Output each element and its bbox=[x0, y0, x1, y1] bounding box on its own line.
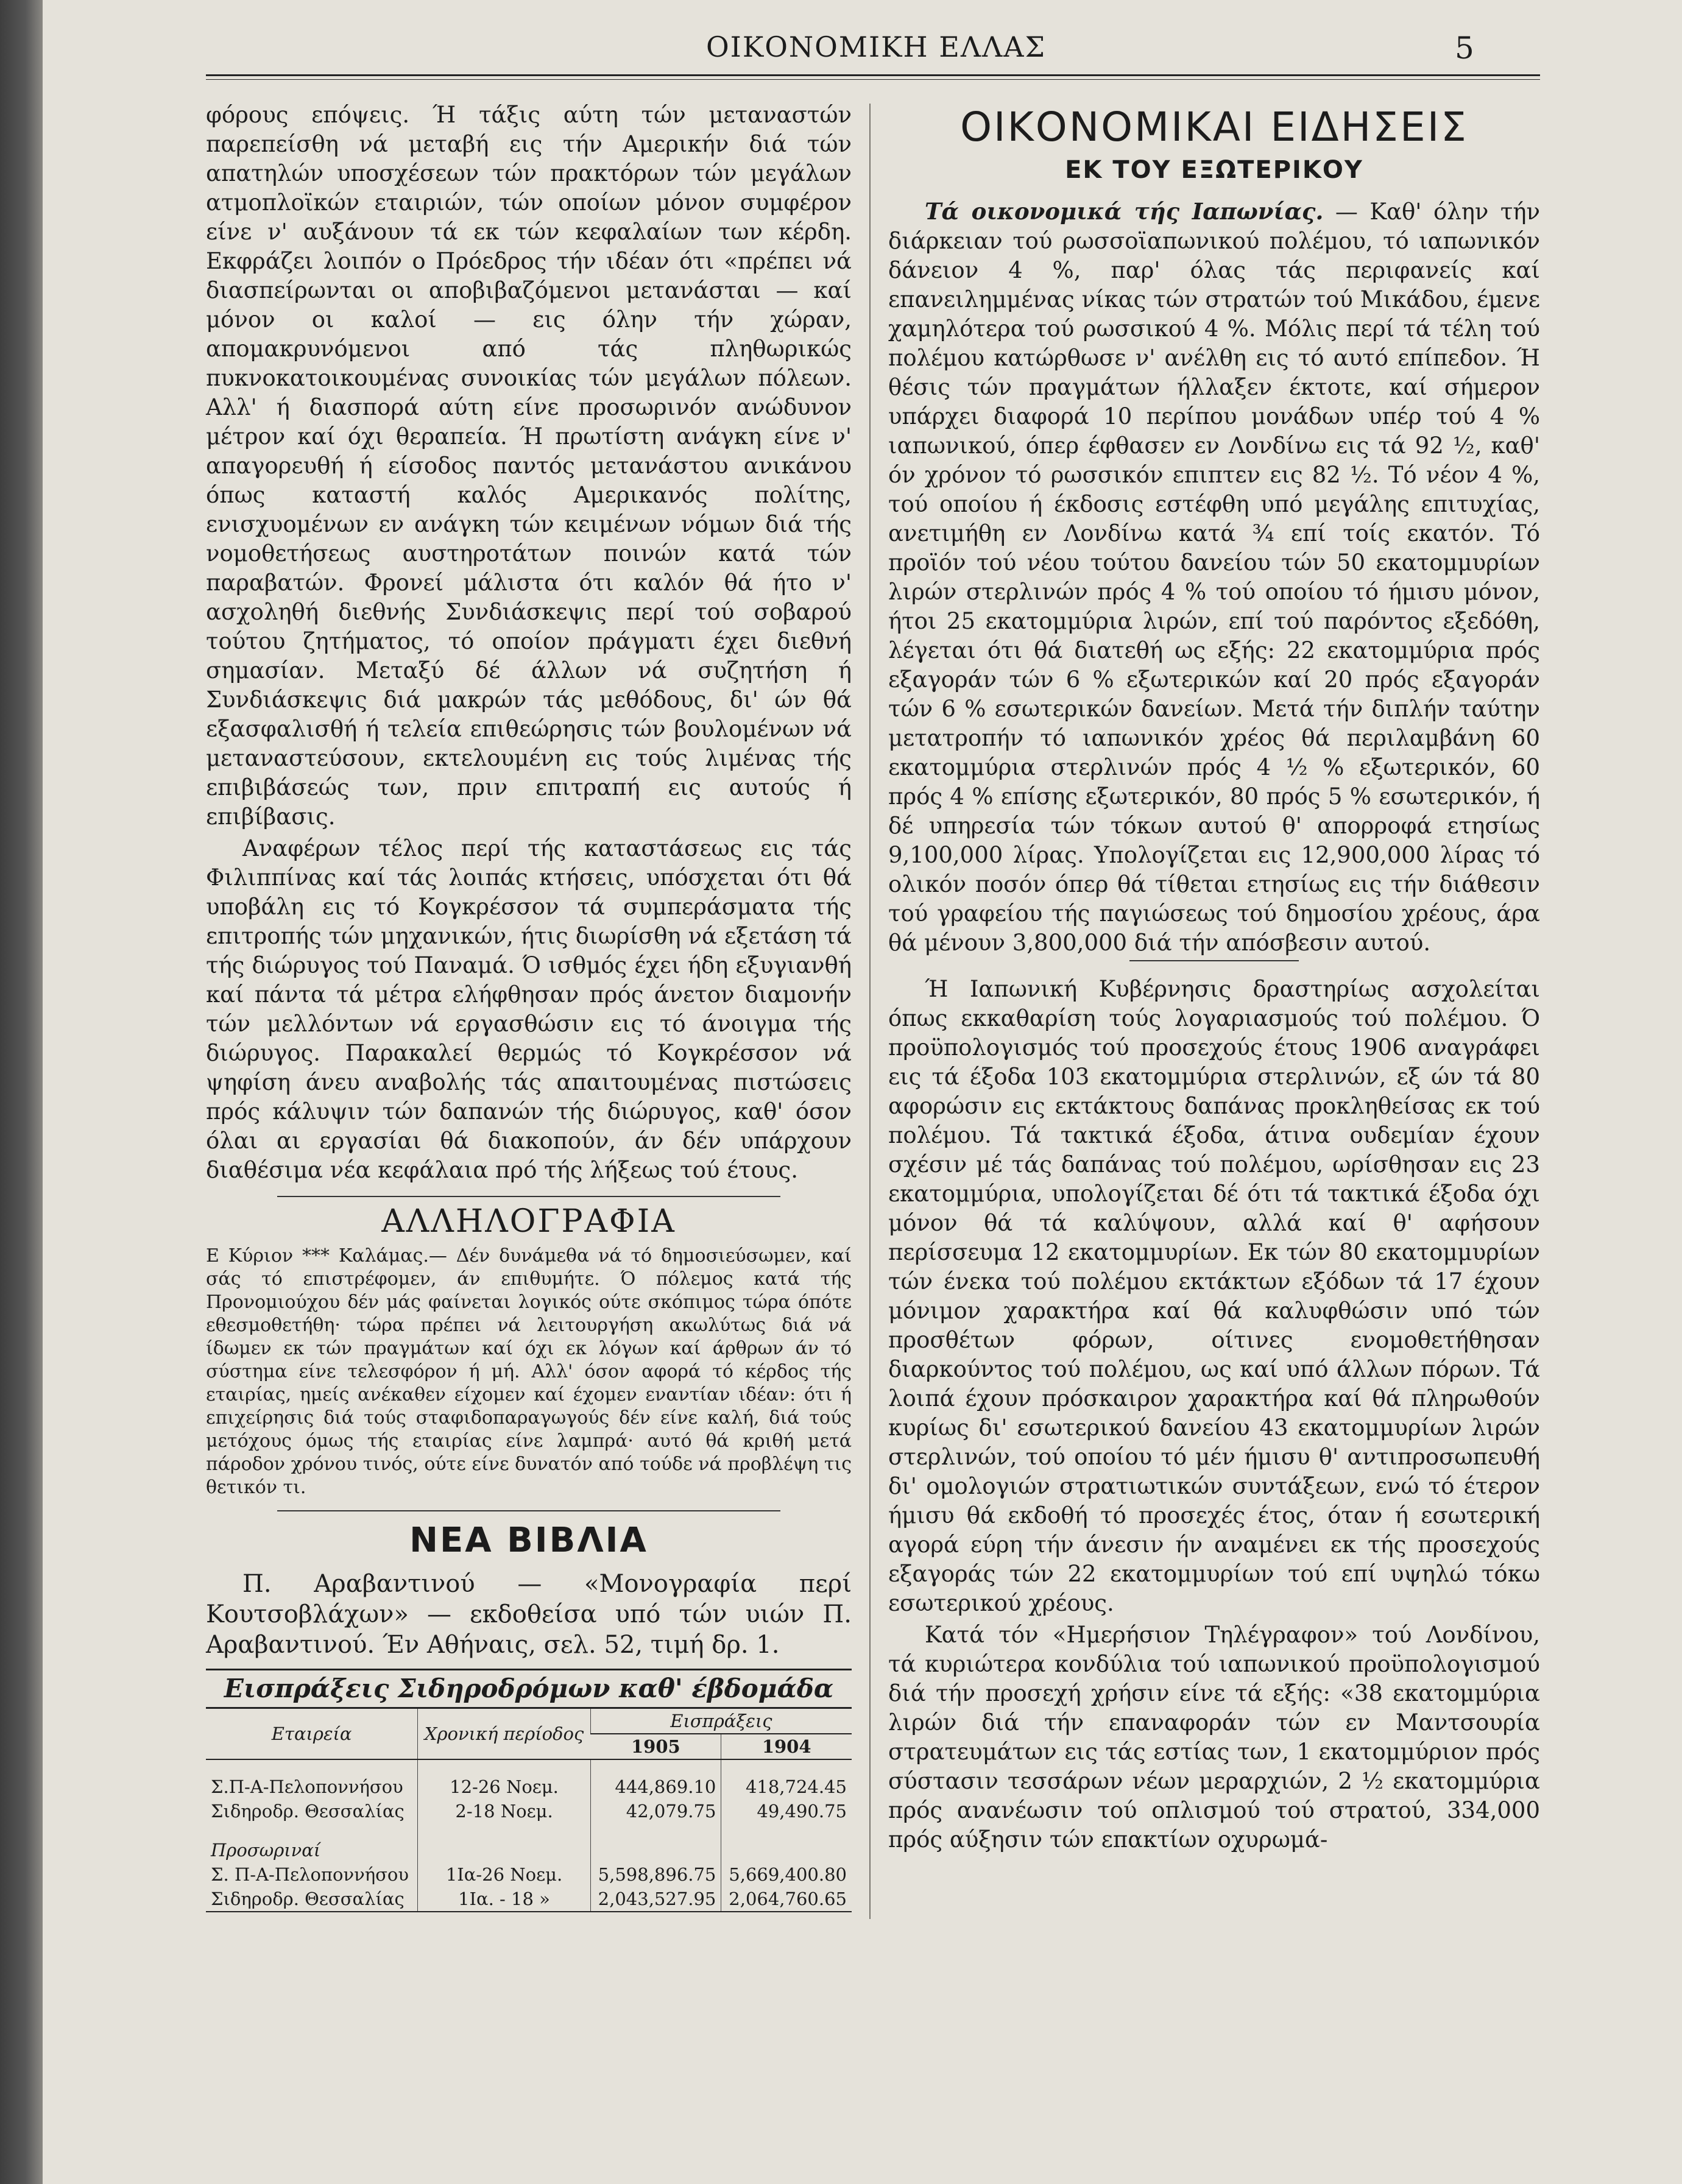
col-header-company: Εταιρεία bbox=[206, 1709, 418, 1759]
table-row bbox=[206, 1887, 852, 1912]
column-divider bbox=[869, 104, 871, 1919]
article-paragraph: Αναφέρων τέλος περί τής καταστάσεως εις τάς Φιλιππίνας καί τάς λοιπάς κτήσεις, υπόσχεται ότι θά υποβάλη εις τό Κογκρέσσον τά συμπεράσματα τής επιτροπής τών μηχανικών, ήτις διωρίσθη νά εξετάση τά τής διώρυγος τού Παναμά. Ό ισθμός έχει ήδη εξυγιανθή καί πάντα τά μέτρα ελήφθησαν πρός άνετον διαμονήν τών μελλόντων νά εργασθώσιν εις τό άνοιγμα τής διώρυγος. Παρακαλεί θερμώς τό Κογκρέσσον νά ψηφίση άνευ αναβολής τάς απαιτουμένας πιστώσεις πρός κάλυψιν τών δαπανών τής διώρυγος, καθ' όσον όλαι αι εργασίαι θά διακοπούν, άν δέν υπάρχουν διαθέσιμα νέα κεφάλαια πρό τής λήξεως τού έτους. bbox=[206, 835, 852, 1183]
col-header-1905: 1905 bbox=[590, 1734, 721, 1759]
article-lead: Τά οικονομικά τής Ιαπωνίας. bbox=[925, 198, 1324, 225]
new-books-text: Π. Αραβαντινού — «Μονογραφία περί Κουτσοβλάχων» — εκδοθείσα υπό τών υιών Π. Αραβαντινού. Έν Αθήναις, σελ. 52, τιμή δρ. 1. bbox=[206, 1570, 852, 1659]
correspondence-title: ΑΛΛΗΛΟΓΡΑΦΙΑ bbox=[381, 1203, 676, 1240]
cell-1904: 49,490.75 bbox=[721, 1799, 852, 1823]
page-binding-shadow bbox=[0, 0, 43, 2184]
article-paragraph: — Καθ' όλην τήν διάρκειαν τού ρωσσοϊαπωνικού πολέμου, τό ιαπωνικόν δάνειον 4 %, παρ' όλας τάς περιφανείς καί επανειλημμένας νίκας τών στρατών τού Μικάδου, έμενε χαμηλότερα τού ρωσσικού 4 %. Μόλις περί τά τέλη τού πολέμου κατώρθωσε ν' ανέλθη εις τό αυτό επίπεδον. Ή θέσις τών πραγμάτων ήλλαξεν έκτοτε, καί σήμερον υπάρχει διαφορά 10 περίπου μονάδων υπέρ τού 4 % ιαπωνικού, όπερ έφθασεν εν Λονδίνω εις τά 92 ½, καθ' όν χρόνον τό ρωσσικόν επιπτεν εις 82 ½. Τό νέον 4 %, τού οποίου ή έκδοσις εστέφθη υπό μεγάλης επιτυχίας, ανετιμήθη εν Λονδίνω κατά ¾ επί τοίς εκατόν. Τό προϊόν τού νέου τούτου δανείου τών 50 εκατομμυρίων λιρών στερλινών πρός 4 % τού οποίου τό ήμισυ μόνον, ήτοι 25 εκατομμύρια λιρών, επί τού παρόντος εξεδόθη, λέγεται ότι θά διατεθή ως εξής: 22 εκατομμύρια πρός εξαγοράν τών 6 % εξωτερικών καί 20 πρός εξαγοράν τών 6 % εσωτερικών δανείων. Μετά τήν διπλήν ταύτην μετατροπήν τό ιαπωνικόν χρέος θά περιλαμβάνη 60 εκατομμύρια στερλινών πρός 4 ½ % εξωτερικόν, 60 πρός 4 % επίσης εξωτερικόν, 80 πρός 5 % εσωτερικόν, ή δέ υπηρεσία τών τόκων αυτού θ' απορροφά ετησίως 9,100,000 λίρας. Υπολογίζεται εις 12,900,000 λίρας τό ολικόν ποσόν όπερ θά τίθεται ετησίως εις τήν διάθεσιν τού γραφείου τής παγιώσεως τού δημοσίου χρέους, άρα θά μένουν 3,800,000 διά τήν απόσβεσιν αυτού. bbox=[888, 199, 1541, 956]
cell-period: 2-18 Νοεμ. bbox=[418, 1799, 591, 1823]
article-paragraph: Κατά τόν «Ημερήσιον Τηλέγραφον» τού Λονδίνου, τά κυριώτερα κονδύλια τού ιαπωνικού προϋπολογισμού διά τήν προσεχή χρήσιν είνε τά εξής: «38 εκατομμύρια λιρών διά τήν επαναφοράν τών εν Μαντσουρία στρατευμάτων εις τάς εστίας των, 1 εκατομμύριον πρός σύστασιν τεσσάρων νέων μεραρχιών, 2 ½ εκατομμύρια πρός ανανέωσιν τού οπλισμού τού στρατού, 334,000 πρός αύξησιν τών επακτίων οχυρωμά- bbox=[888, 1622, 1540, 1853]
cell-period: 1Ια. - 18 » bbox=[418, 1887, 591, 1912]
cell-company: Σ. Π-Α-Πελοποννήσου bbox=[211, 1864, 409, 1885]
table-row bbox=[206, 1862, 852, 1887]
table-group-row bbox=[206, 1838, 852, 1862]
col-header-period: Χρονική περίοδος bbox=[418, 1709, 591, 1759]
cell-1905: 42,079.75 bbox=[590, 1799, 721, 1823]
cell-period: 12-26 Νοεμ. bbox=[418, 1775, 591, 1799]
cell-1904: 418,724.45 bbox=[721, 1775, 852, 1799]
cell-company: Σ.Π-Α-Πελοποννήσου bbox=[211, 1776, 403, 1797]
cell-1905: 5,598,896.75 bbox=[590, 1862, 721, 1887]
section-rule bbox=[277, 1196, 781, 1197]
section-rule bbox=[1129, 960, 1299, 961]
right-column bbox=[888, 101, 1540, 1857]
cell-1905: 444,869.10 bbox=[590, 1775, 721, 1799]
cell-company: Σιδηροδρ. Θεσσαλίας bbox=[211, 1801, 405, 1822]
cell-period: 1Ια-26 Νοεμ. bbox=[418, 1862, 591, 1887]
cell-company: Σιδηροδρ. Θεσσαλίας bbox=[211, 1889, 405, 1909]
col-header-receipts: Εισπράξεις bbox=[590, 1709, 852, 1734]
railway-receipts-table bbox=[206, 1709, 852, 1912]
running-title: ΟΙΚΟΝΟΜΙΚΗ ΕΛΛΑΣ bbox=[705, 30, 1047, 63]
article-paragraph: φόρους επόψεις. Ή τάξις αύτη τών μεταναστών παρεπείσθη νά μεταβή εις τήν Αμερικήν διά τών απατηλών υποσχέσεων τών πρακτόρων τών μεγάλων ατμοπλοϊκών εταιριών, τών οποίων μόνον συμφέρον είνε ν' αυξάνουν τά εκ τών κεφαλαίων των κέρδη. Εκφράζει λοιπόν ο Πρόεδρος τήν ιδέαν ότι «πρέπει νά διασπείρωνται οι αποβιβαζόμενοι μετανάσται — καί μόνον οι καλοί — εις όλην τήν χώραν, απομακρυνόμενοι από τάς πληθωρικώς πυκνοκατοικουμένας συνοικίας τών μεγάλων πόλεων. Αλλ' ή διασπορά αύτη είνε προσωρινόν ανώδυνον μέτρον καί όχι θεραπεία. Ή πρωτίστη ανάγκη είνε ν' απαγορευθή ή είσοδος παντός μετανάστου ανικάνου όπως καταστή καλός Αμερικανός πολίτης, ενισχυομένων εν ανάγκη τών κειμένων νόμων διά τής νομοθετήσεως αυστηροτάτων ποινών κατά τών παραβατών. Φρονεί μάλιστα ότι καλόν θά ήτο ν' ασχοληθή διεθνής Συνδιάσκεψις περί τού σοβαρού τούτου ζητήματος, τό οποίον πράγματι έχει διεθνή σημασίαν. Μεταξύ δέ άλλων νά συζητήση ή Συνδιάσκεψις διά μακρών τάς μεθόδους, δι' ών θά εξασφαλισθή ή τελεία επιθεώρησις τών βουλομένων νά μεταναστεύσουν, εκτελουμένη εις τούς λιμένας τής επιβιβάσεώς των, πριν επιτραπή εις αυτούς ή επιβίβασις. bbox=[206, 102, 852, 830]
cell-1905: 2,043,527.95 bbox=[590, 1887, 721, 1912]
table-row bbox=[206, 1799, 852, 1823]
table-row bbox=[206, 1775, 852, 1799]
economic-news-title: ΟΙΚΟΝΟΜΙΚΑΙ ΕΙΔΗΣΕΙΣ bbox=[960, 104, 1468, 150]
left-column bbox=[206, 101, 852, 1912]
cell-1904: 5,669,400.80 bbox=[721, 1862, 852, 1887]
new-books-title: ΝΕΑ ΒΙΒΛΙΑ bbox=[409, 1521, 648, 1560]
header-rule bbox=[206, 74, 1540, 80]
col-header-1904: 1904 bbox=[721, 1734, 852, 1759]
correspondence-text: Ε Κύριον *** Καλάμας.— Δέν δυνάμεθα νά τό δημοσιεύσωμεν, καί σάς τό επιστρέφομεν, άν επιθυμήτε. Ό πόλεμος κατά τής Προνομιούχου δέν μάς φαίνεται λογικός ούτε σκόπιμος τώρα όπότε εθεσμοθετήθη· τώρα πρέπει νά λειτουργήση ακωλύτως διά νά ίδωμεν εκ τών πραγμάτων καί όχι εκ λόγων καί άρθρων άν τό σύστημα είνε τελεσφόρον ή μή. Αλλ' όσον αφορά τό κέρδος τής εταιρίας, ημείς ανέκαθεν είχομεν καί έχομεν εναντίαν ιδέαν: ότι ή επιχείρησις διά τούς σταφιδοπαραγωγούς δέν είνε καλή, διά τούς μετόχους όμως τής εταιρίας είνε λαμπρά· αυτό θά κριθή μετά πάροδον χρόνου τινός, ούτε είνε δυνατόν από τούδε νά προβλέψη τις θετικόν τι. bbox=[206, 1245, 852, 1498]
article-paragraph: Ή Ιαπωνική Κυβέρνησις δραστηρίως ασχολείται όπως εκκαθαρίση τούς λογαριασμούς τού πολέμου. Ό προϋπολογισμός τού προσεχούς έτους 1906 αναγράφει εις τά έξοδα 103 εκατομμύρια στερλινών, εξ ών τά 80 αφορώσιν εις εκτάκτους δαπάνας προκληθείσας εκ τού πολέμου. Τά τακτικά έξοδα, άτινα ουδεμίαν έχουν σχέσιν μέ τάς δαπάνας τού πολέμου, ωρίσθησαν εις 23 εκατομμύρια, υπολογίζεται δέ ότι τά τακτικά έξοδα όχι μόνον θά τά καλύψουν, αλλά καί θ' αφήσουν περίσσευμα 12 εκατομμυρίων. Εκ τών 80 εκατομμυρίων τών ένεκα τού πολέμου εκτάκτων εξόδων τά 17 έχουν μόνιμον χαρακτήρα καί θά καλυφθώσιν υπό τών προσθέτων φόρων, οίτινες ενομοθετήθησαν διαρκούντος τού πολέμου, ως καί υπό άλλων πόρων. Τά λοιπά έχουν πρόσκαιρον χαρακτήρα καί θά πληρωθούν κυρίως δι' εσωτερικού δανείου 43 εκατομμυρίων λιρών στερλινών, τού οποίου τό μέν ήμισυ θ' αντιπροσωπευθή δι' ομολογιών στρατιωτικών συντάξεων, ενώ τό έτερον ήμισυ θά εκδοθή τό προσεχές έτος, όταν ή εσωτερική αγορά εύρη τήν άνεσιν ήν αναμένει εκ τής προσεχούς εξαγοράς τών 22 εκατομμυρίων τού επί υψηλώ τόκω εσωτερικού χρέους. bbox=[888, 976, 1540, 1616]
provisional-label: Προσωριναί bbox=[211, 1840, 321, 1861]
newspaper-page bbox=[43, 0, 1682, 2184]
economic-news-subtitle: ΕΚ ΤΟΥ ΕΞΩΤΕΡΙΚΟΥ bbox=[1065, 156, 1363, 184]
cell-1904: 2,064,760.65 bbox=[721, 1887, 852, 1912]
railway-table-title: Εισπράξεις Σιδηροδρόμων καθ' έβδομάδα bbox=[206, 1669, 852, 1709]
section-rule bbox=[277, 1510, 781, 1511]
page-number: 5 bbox=[1455, 30, 1474, 66]
